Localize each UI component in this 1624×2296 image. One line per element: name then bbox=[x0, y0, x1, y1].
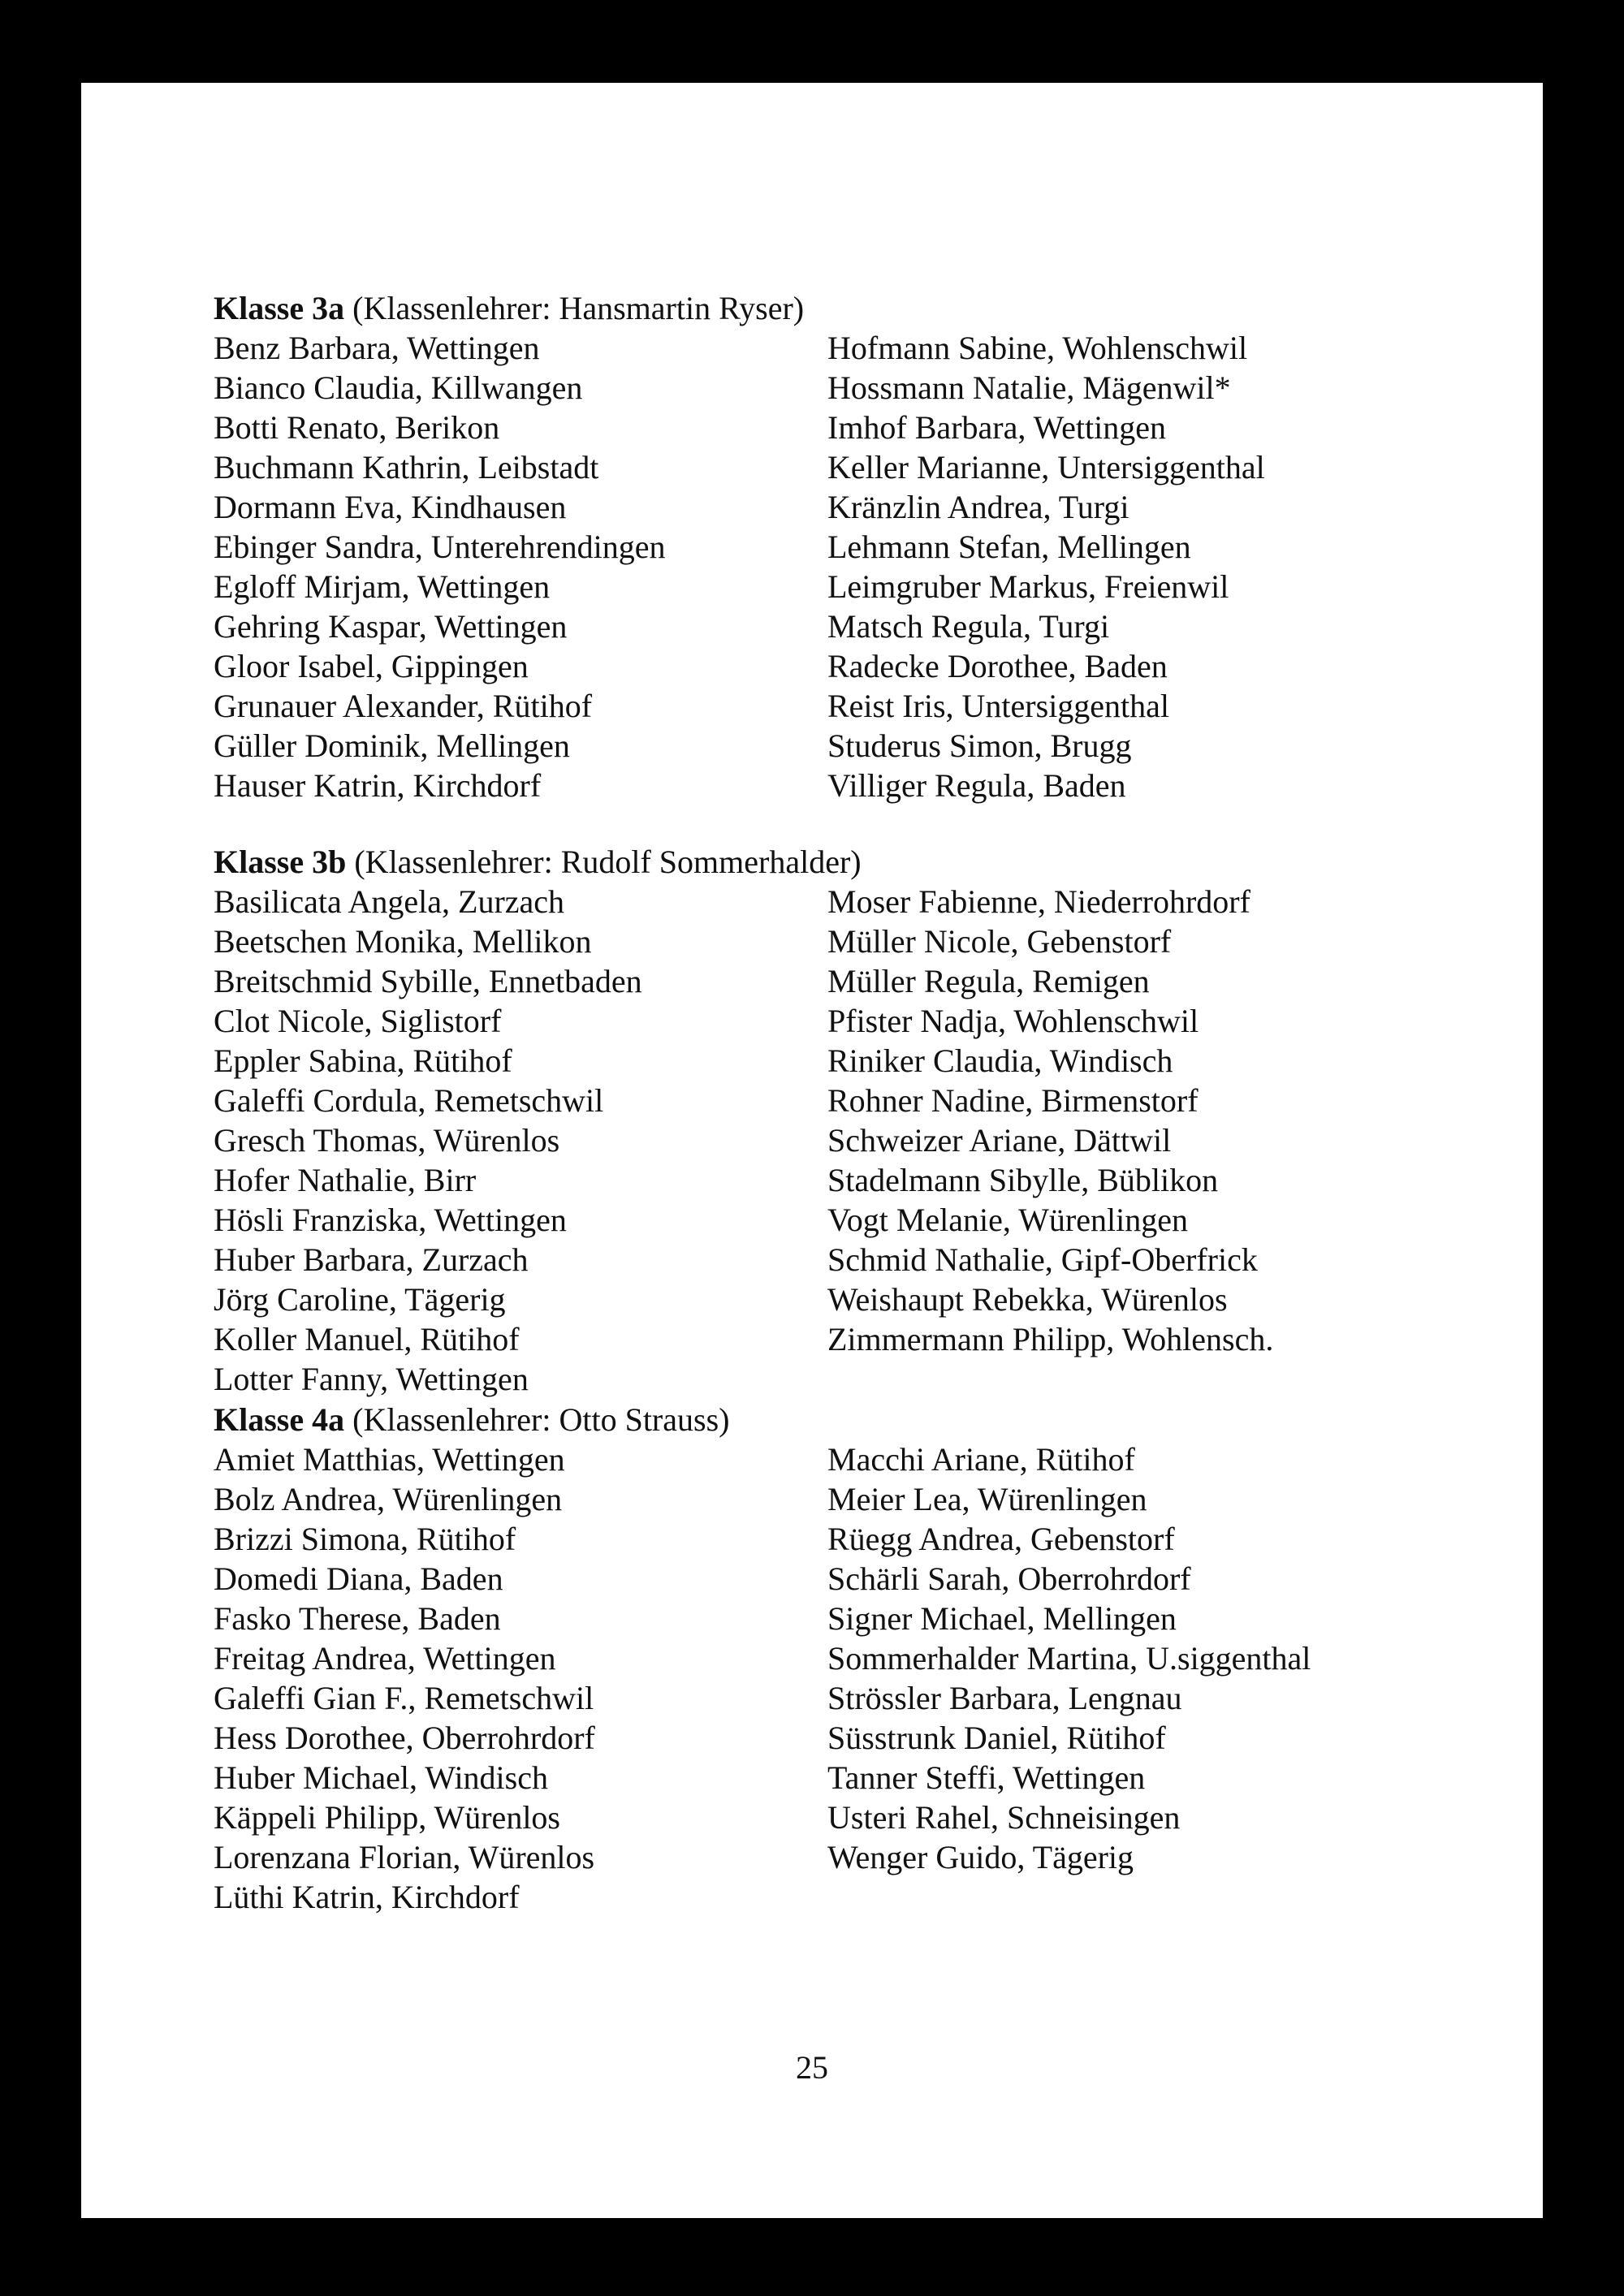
class-heading bbox=[214, 288, 1513, 328]
class-heading bbox=[214, 842, 1513, 882]
student-entry: Reist Iris, Untersiggenthal bbox=[827, 688, 1170, 724]
student-entry: Grunauer Alexander, Rütihof bbox=[214, 688, 593, 724]
student-list-left bbox=[214, 1439, 595, 1917]
student-entry: Huber Michael, Windisch bbox=[214, 1759, 548, 1796]
class-section-3b bbox=[214, 842, 1513, 1397]
student-entry: Galeffi Cordula, Remetschwil bbox=[214, 1082, 604, 1119]
student-entry: Müller Nicole, Gebenstorf bbox=[827, 923, 1172, 960]
student-entry: Lotter Fanny, Wettingen bbox=[214, 1361, 529, 1397]
student-entry: Gloor Isabel, Gippingen bbox=[214, 648, 529, 684]
student-entry: Buchmann Kathrin, Leibstadt bbox=[214, 449, 599, 486]
student-entry: Lüthi Katrin, Kirchdorf bbox=[214, 1879, 520, 1915]
student-entry: Zimmermann Philipp, Wohlensch. bbox=[827, 1321, 1274, 1357]
student-entry: Rohner Nadine, Birmenstorf bbox=[827, 1082, 1199, 1119]
student-entry: Villiger Regula, Baden bbox=[827, 767, 1126, 804]
student-entry: Usteri Rahel, Schneisingen bbox=[827, 1799, 1181, 1836]
student-entry: Riniker Claudia, Windisch bbox=[827, 1042, 1173, 1079]
student-entry: Leimgruber Markus, Freienwil bbox=[827, 568, 1229, 605]
student-entry: Hofer Nathalie, Birr bbox=[214, 1162, 477, 1198]
student-entry: Pfister Nadja, Wohlenschwil bbox=[827, 1003, 1199, 1039]
student-entry: Jörg Caroline, Tägerig bbox=[214, 1281, 506, 1318]
student-entry: Meier Lea, Würenlingen bbox=[827, 1481, 1147, 1517]
student-entry: Gresch Thomas, Würenlos bbox=[214, 1122, 560, 1159]
student-entry: Käppeli Philipp, Würenlos bbox=[214, 1799, 560, 1836]
student-entry: Rüegg Andrea, Gebenstorf bbox=[827, 1521, 1175, 1557]
student-entry: Lehmann Stefan, Mellingen bbox=[827, 529, 1191, 565]
student-entry: Matsch Regula, Turgi bbox=[827, 608, 1110, 645]
class-heading bbox=[214, 1400, 1513, 1439]
student-entry: Benz Barbara, Wettingen bbox=[214, 330, 540, 366]
student-entry: Süsstrunk Daniel, Rütihof bbox=[827, 1720, 1166, 1756]
student-entry: Schweizer Ariane, Dättwil bbox=[827, 1122, 1172, 1159]
class-section-4a bbox=[214, 1400, 1513, 1915]
page-number: 25 bbox=[796, 2049, 828, 2086]
student-entry: Fasko Therese, Baden bbox=[214, 1600, 501, 1637]
student-entry: Kränzlin Andrea, Turgi bbox=[827, 489, 1129, 525]
student-entry: Bianco Claudia, Killwangen bbox=[214, 369, 583, 406]
student-entry: Gehring Kaspar, Wettingen bbox=[214, 608, 568, 645]
student-entry: Signer Michael, Mellingen bbox=[827, 1600, 1177, 1637]
student-entry: Clot Nicole, Siglistorf bbox=[214, 1003, 502, 1039]
student-entry: Eppler Sabina, Rütihof bbox=[214, 1042, 512, 1079]
student-entry: Tanner Steffi, Wettingen bbox=[827, 1759, 1146, 1796]
student-list-right bbox=[827, 1439, 1311, 1877]
student-entry: Sommerhalder Martina, U.siggenthal bbox=[827, 1640, 1311, 1677]
student-entry: Schärli Sarah, Oberrohrdorf bbox=[827, 1560, 1191, 1597]
student-entry: Macchi Ariane, Rütihof bbox=[827, 1441, 1135, 1478]
student-entry: Ebinger Sandra, Unterehrendingen bbox=[214, 529, 666, 565]
student-entry: Galeffi Gian F., Remetschwil bbox=[214, 1680, 594, 1716]
student-entry: Wenger Guido, Tägerig bbox=[827, 1839, 1134, 1875]
student-entry: Hauser Katrin, Kirchdorf bbox=[214, 767, 542, 804]
class-section-3a bbox=[214, 288, 1513, 804]
student-entry: Moser Fabienne, Niederrohrdorf bbox=[827, 883, 1250, 920]
student-entry: Hess Dorothee, Oberrohrdorf bbox=[214, 1720, 595, 1756]
student-entry: Radecke Dorothee, Baden bbox=[827, 648, 1168, 684]
student-entry: Hofmann Sabine, Wohlenschwil bbox=[827, 330, 1248, 366]
class-label: Klasse 4a bbox=[214, 1401, 345, 1438]
student-entry: Koller Manuel, Rütihof bbox=[214, 1321, 520, 1357]
student-list-right bbox=[827, 882, 1273, 1359]
student-entry: Hossmann Natalie, Mägenwil* bbox=[827, 369, 1231, 406]
document-page bbox=[81, 83, 1543, 2218]
student-entry: Amiet Matthias, Wettingen bbox=[214, 1441, 565, 1478]
student-entry: Domedi Diana, Baden bbox=[214, 1560, 503, 1597]
student-entry: Studerus Simon, Brugg bbox=[827, 727, 1132, 764]
student-entry: Lorenzana Florian, Würenlos bbox=[214, 1839, 595, 1875]
student-entry: Freitag Andrea, Wettingen bbox=[214, 1640, 556, 1677]
student-entry: Egloff Mirjam, Wettingen bbox=[214, 568, 551, 605]
student-entry: Vogt Melanie, Würenlingen bbox=[827, 1202, 1188, 1238]
student-entry: Schmid Nathalie, Gipf-Oberfrick bbox=[827, 1241, 1258, 1278]
class-label: Klasse 3b bbox=[214, 844, 347, 880]
student-entry: Basilicata Angela, Zurzach bbox=[214, 883, 565, 920]
student-list-left bbox=[214, 882, 642, 1399]
student-entry: Beetschen Monika, Mellikon bbox=[214, 923, 592, 960]
student-entry: Weishaupt Rebekka, Würenlos bbox=[827, 1281, 1228, 1318]
student-entry: Strössler Barbara, Lengnau bbox=[827, 1680, 1182, 1716]
student-entry: Güller Dominik, Mellingen bbox=[214, 727, 570, 764]
class-label: Klasse 3a bbox=[214, 290, 345, 326]
student-entry: Huber Barbara, Zurzach bbox=[214, 1241, 529, 1278]
student-entry: Stadelmann Sibylle, Büblikon bbox=[827, 1162, 1219, 1198]
student-entry: Keller Marianne, Untersiggenthal bbox=[827, 449, 1265, 486]
student-entry: Hösli Franziska, Wettingen bbox=[214, 1202, 567, 1238]
student-entry: Imhof Barbara, Wettingen bbox=[827, 409, 1167, 446]
class-teacher: (Klassenlehrer: Hansmartin Ryser) bbox=[352, 290, 805, 326]
student-list-right bbox=[827, 328, 1265, 805]
class-teacher: (Klassenlehrer: Otto Strauss) bbox=[352, 1401, 730, 1438]
student-entry: Breitschmid Sybille, Ennetbaden bbox=[214, 963, 642, 999]
student-entry: Brizzi Simona, Rütihof bbox=[214, 1521, 516, 1557]
class-teacher: (Klassenlehrer: Rudolf Sommerhalder) bbox=[354, 844, 862, 880]
student-entry: Bolz Andrea, Würenlingen bbox=[214, 1481, 563, 1517]
student-list-left bbox=[214, 328, 665, 805]
student-entry: Botti Renato, Berikon bbox=[214, 409, 500, 446]
student-entry: Dormann Eva, Kindhausen bbox=[214, 489, 567, 525]
student-entry: Müller Regula, Remigen bbox=[827, 963, 1150, 999]
